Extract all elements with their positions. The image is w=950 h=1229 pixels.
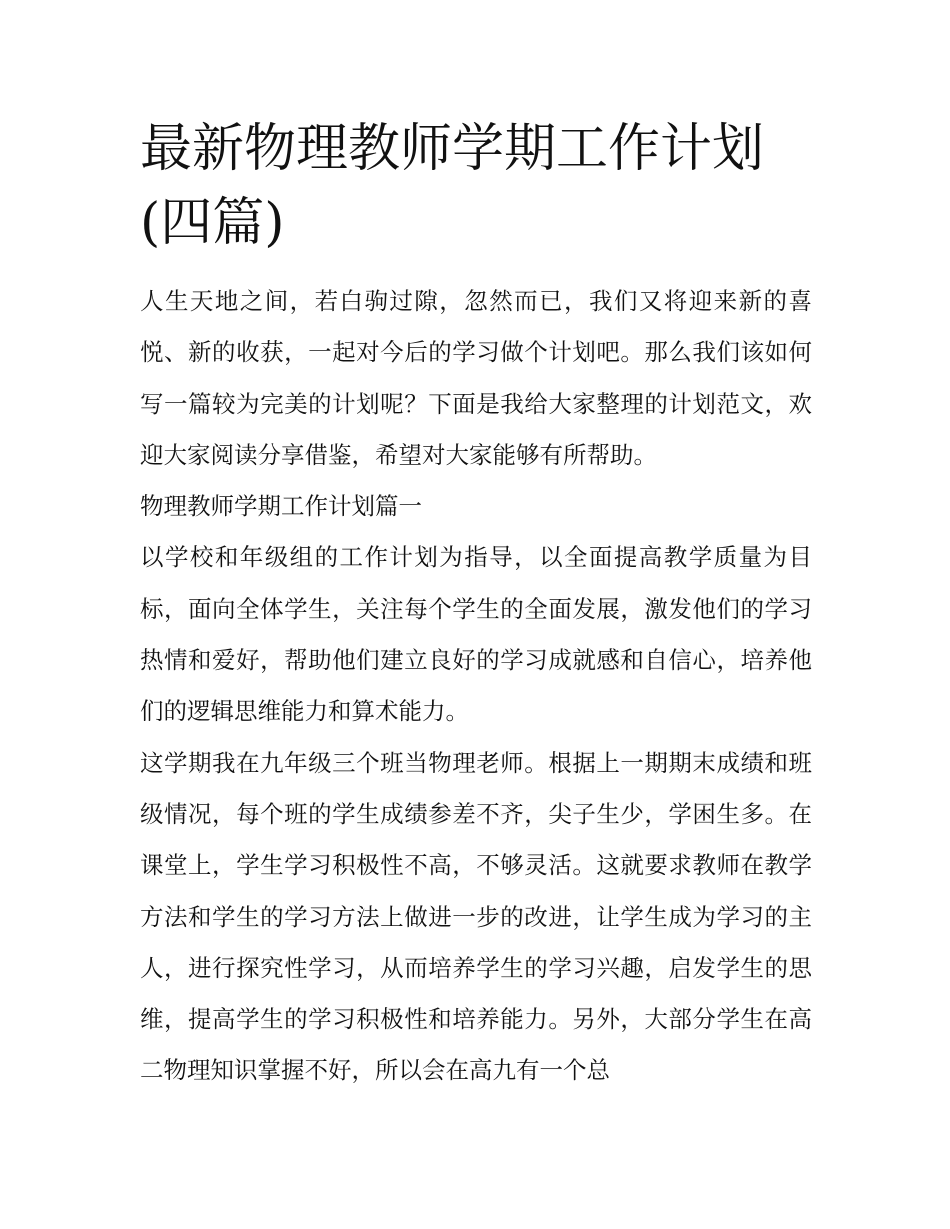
body-paragraph: 这学期我在九年级三个班当物理老师。根据上一期期末成绩和班级情况，每个班的学生成绩参差不齐，尖子生少，学困生多。在课堂上，学生学习积极性不高，不够灵活。这就要求教师在教学方法和学生的学习方法上做进一步的改进，让学生成为学习的主人，进行探究性学习，从而培养学生的学习兴趣，启发学生的思维，提高学生的学习积极性和培养能力。另外，大部分学生在高二物理知识掌握不好，所以会在高九有一个总 bbox=[140, 748, 812, 1085]
intro-paragraph: 人生天地之间，若白驹过隙，忽然而已，我们又将迎来新的喜悦、新的收获，一起对今后的学习做个计划吧。那么我们该如何写一篇较为完美的计划呢？下面是我给大家整理的计划范文，欢迎大家阅读分享借鉴，希望对大家能够有所帮助。 bbox=[140, 287, 812, 469]
body-paragraph: 以学校和年级组的工作计划为指导，以全面提高教学质量为目标，面向全体学生，关注每个学生的全面发展，激发他们的学习热情和爱好，帮助他们建立良好的学习成就感和自信心，培养他们的逻辑思维能力和算术能力。 bbox=[140, 543, 812, 726]
document-title: 最新物理教师学期工作计划(四篇) bbox=[140, 119, 765, 253]
section-heading: 物理教师学期工作计划篇一 bbox=[140, 492, 422, 521]
document-body bbox=[140, 276, 812, 1097]
